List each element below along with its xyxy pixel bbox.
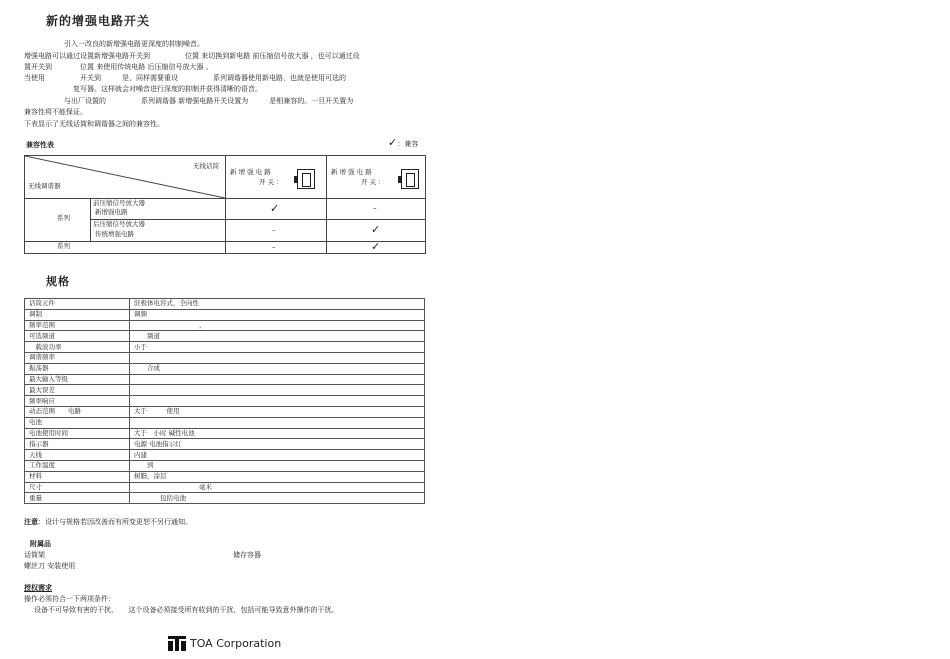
toa-logo — [168, 636, 281, 651]
note-label: 注意 — [24, 517, 38, 526]
spec-value: 电源 电池指示灯 — [130, 439, 425, 450]
row-divider-3 — [25, 241, 425, 242]
header-tuner: 无线调谐器 — [28, 182, 61, 190]
compatibility-table — [24, 155, 426, 254]
intro-line-4: 当使用 开关到 是，同样需要重设 系列调谐器使用新电路，也就是使用可选的 — [24, 74, 346, 82]
table-row — [25, 363, 425, 374]
page-title: 新的增强电路开关 — [46, 14, 151, 28]
intro-line-2: 增强电路可以通过设置新增强电路开关到 位置 来切换到新电路 前压缩信号放大器 ，也可以通过设 — [24, 52, 360, 60]
compat-legend — [388, 137, 418, 150]
accessory-item: 螺丝刀 安装使用 — [24, 562, 76, 570]
table-row — [25, 299, 425, 310]
note — [24, 517, 192, 527]
row1-label-b: 新增强电路 — [95, 208, 128, 216]
col-divider-1 — [225, 156, 226, 253]
spec-value: ， — [130, 320, 425, 331]
license-line-1: 操作必须符合一下两项条件： — [24, 595, 115, 603]
spec-key: 话筒元件 — [25, 299, 130, 310]
license-title: 授权需求 — [24, 583, 52, 592]
intro-line-8: 下表显示了无线话筒和调谐器之间的兼容性。 — [24, 120, 164, 128]
dash-mark: – — [373, 204, 377, 212]
spec-value — [130, 385, 425, 396]
spec-value: 调频 — [130, 309, 425, 320]
spec-key: 尺寸 — [25, 482, 130, 493]
spec-value: 大于 使用 — [130, 406, 425, 417]
row1-label-a: 前压缩信号放大器 — [93, 199, 145, 207]
spec-key: 指示器 — [25, 439, 130, 450]
spec-value: 树脂，涂层 — [130, 471, 425, 482]
spec-key: 最大输入等级 — [25, 374, 130, 385]
table-row — [25, 482, 425, 493]
table-row — [25, 471, 425, 482]
spec-value: 到 — [130, 460, 425, 471]
spec-value: 小于 — [130, 342, 425, 353]
table-row — [25, 428, 425, 439]
check-icon: ✓ — [371, 223, 381, 236]
row3-label: 系列 — [57, 242, 70, 250]
table-row — [25, 309, 425, 320]
spec-value — [130, 374, 425, 385]
spec-value — [130, 417, 425, 428]
intro-line-3: 置开关到 位置 来使用传统电路 后压缩信号放大器 。 — [24, 63, 213, 71]
table-row — [25, 406, 425, 417]
note-text: ：设计与规格若因改善而有所变更恕不另行通知。 — [38, 518, 192, 526]
table-row — [25, 493, 425, 504]
intro-line-6: 与出厂设置的 系列调谐器 新增强电路开关设置为 是相兼容的。一旦开关置为 — [64, 97, 354, 105]
table-row — [25, 385, 425, 396]
intro-line-7: 兼容性将不能保证。 — [24, 108, 87, 116]
compat-legend-text: ：兼容 — [397, 140, 419, 148]
accessory-item: 话筒架 — [24, 551, 45, 559]
spec-key: 工作温度 — [25, 460, 130, 471]
accessories-title: 附属品 — [30, 539, 51, 548]
table-row — [25, 450, 425, 461]
series-label: 系列 — [57, 214, 70, 222]
spec-key: 电池 — [25, 417, 130, 428]
spec-value — [130, 396, 425, 407]
intro-line-5: 复写器。这样就会对噪音进行深度的抑制并获得清晰的语音。 — [24, 85, 262, 93]
row2-label-b: 传统增强电路 — [95, 230, 134, 238]
toa-logo-icon — [168, 636, 186, 651]
table-row — [25, 374, 425, 385]
spec-key: 振荡器 — [25, 363, 130, 374]
spec-value: 频道 — [130, 331, 425, 342]
table-row — [25, 460, 425, 471]
company-name: TOA Corporation — [190, 637, 282, 650]
spec-key: 天线 — [25, 450, 130, 461]
spec-value: 毫米 — [130, 482, 425, 493]
spec-key: 最大误差 — [25, 385, 130, 396]
spec-value — [130, 352, 425, 363]
col1-label-b: 开 关 ： — [259, 178, 283, 186]
switch-icon — [297, 169, 315, 189]
col2-label-b: 开 关 ： — [361, 178, 385, 186]
table-row — [25, 342, 425, 353]
spec-key: 载波功率 — [25, 342, 130, 353]
table-row — [25, 396, 425, 407]
switch-icon — [401, 169, 419, 189]
col2-label-a: 新 增 强 电 路 — [331, 168, 372, 176]
row2-label-a: 后压缩信号放大器 — [93, 220, 145, 228]
spec-value: 驻极体电容式，全向性 — [130, 299, 425, 310]
dash-mark: – — [272, 243, 276, 251]
row-divider-1 — [25, 198, 425, 199]
spec-key: 频率范围 — [25, 320, 130, 331]
table-row — [25, 352, 425, 363]
spec-value: 大于 小时 碱性电池 — [130, 428, 425, 439]
spec-value: 合成 — [130, 363, 425, 374]
spec-value: 包括电池 — [130, 493, 425, 504]
table-row — [25, 439, 425, 450]
spec-key: 电池使用时间 — [25, 428, 130, 439]
spec-value: 内建 — [130, 450, 425, 461]
spec-title: 规格 — [46, 275, 70, 288]
col-divider-2 — [326, 156, 327, 253]
accessory-item: 储存容器 — [233, 551, 261, 559]
header-wireless-mic: 无线话筒 — [193, 162, 219, 170]
check-icon: ✓ — [270, 202, 280, 215]
spec-key: 频率响应 — [25, 396, 130, 407]
spec-key: 可选频道 — [25, 331, 130, 342]
table-row — [25, 417, 425, 428]
spec-key: 调制 — [25, 309, 130, 320]
check-icon: ✓ — [371, 240, 381, 253]
spec-key: 动态范围 电路 — [25, 406, 130, 417]
spec-table — [24, 298, 425, 504]
dash-mark: – — [272, 226, 276, 234]
compat-title: 兼容性表 — [26, 140, 54, 149]
table-row — [25, 331, 425, 342]
check-icon: ✓ — [388, 136, 398, 149]
spec-key: 调谐频率 — [25, 352, 130, 363]
table-row — [25, 320, 425, 331]
intro-line-1: 引入一改良的新增强电路更深度的抑制噪音。 — [64, 40, 204, 48]
license-line-2: 设备不可导致有害的干扰， 这个设备必须接受所有收到的干扰，包括可能导致意外操作的干扰。 — [34, 606, 339, 614]
col1-label-a: 新 增 强 电 路 — [230, 168, 271, 176]
spec-key: 材料 — [25, 471, 130, 482]
spec-key: 重量 — [25, 493, 130, 504]
